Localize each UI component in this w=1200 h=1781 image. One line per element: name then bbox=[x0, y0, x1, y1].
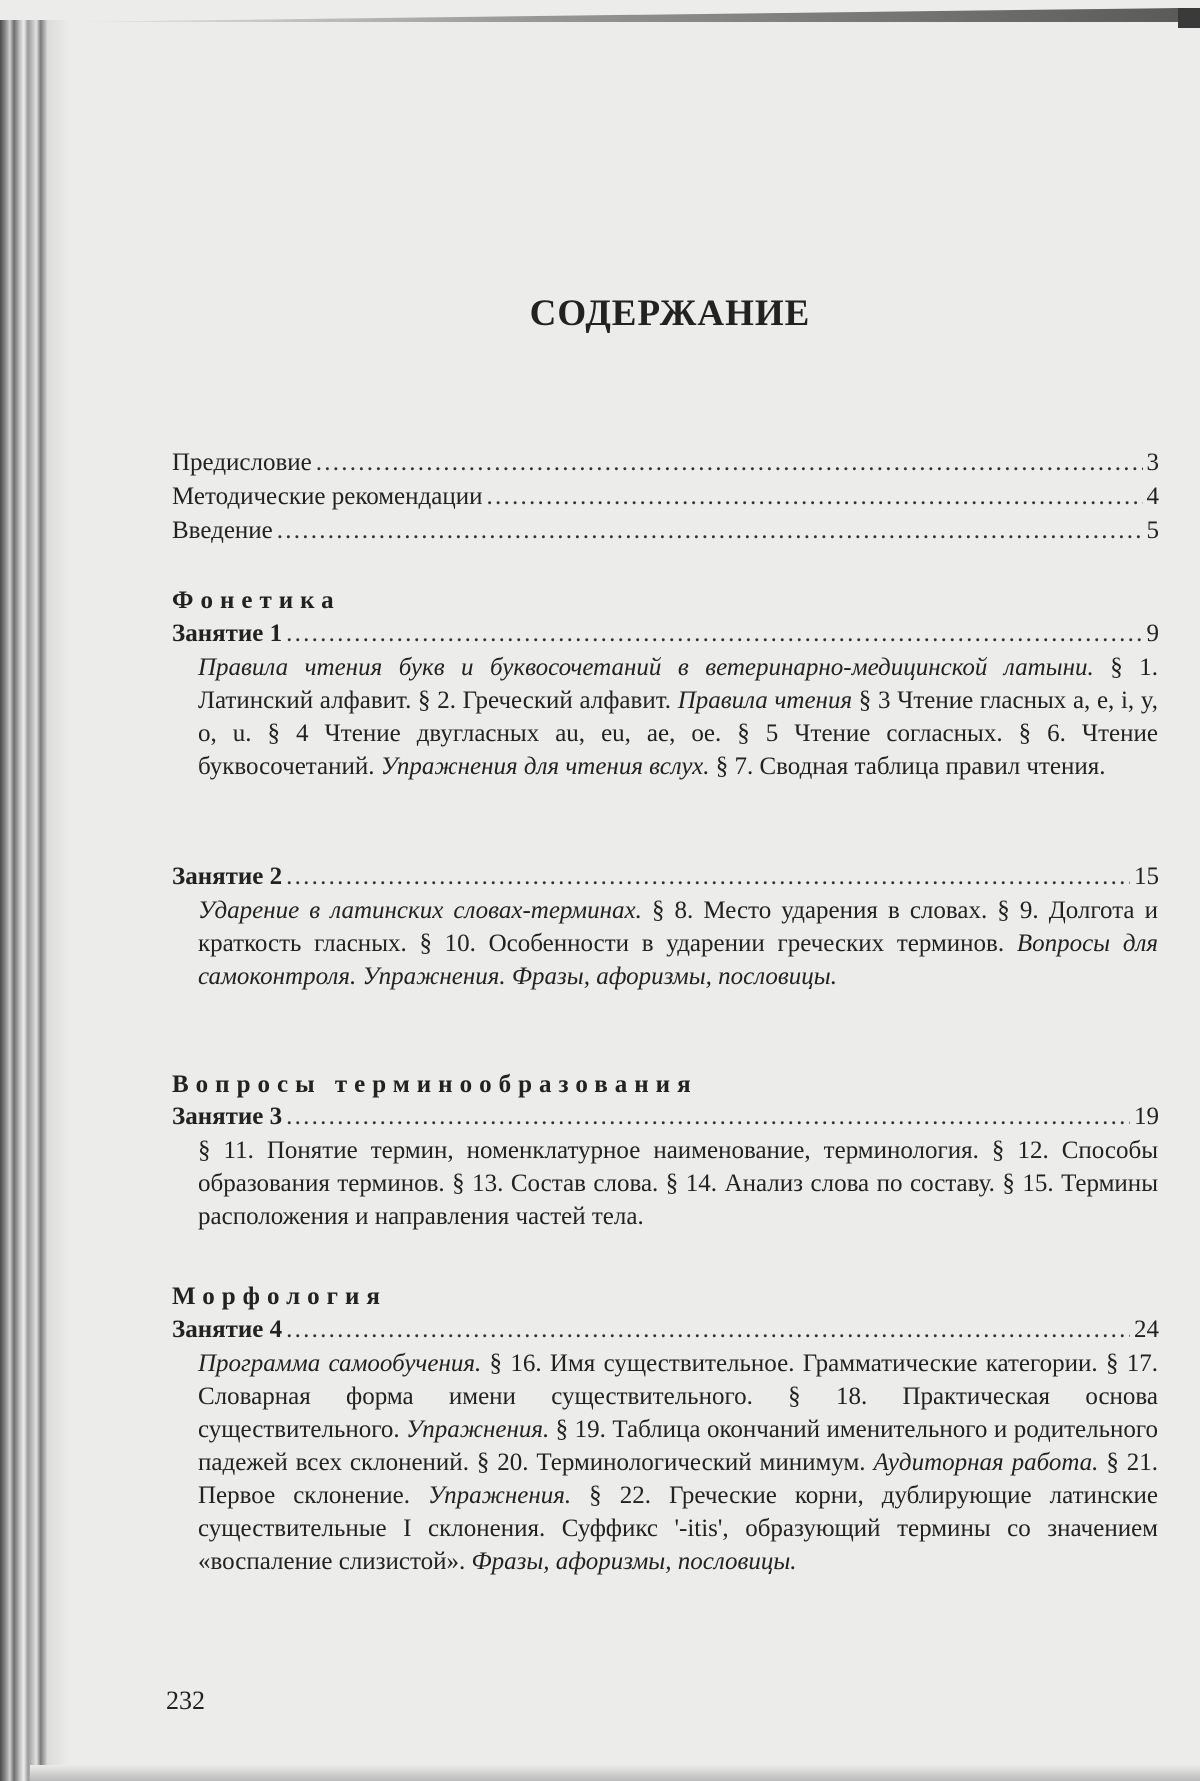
section-heading-morphology: Морфология bbox=[172, 1283, 387, 1310]
toc-entry-page: 9 bbox=[1146, 620, 1159, 647]
toc-entry-page: 24 bbox=[1134, 1316, 1159, 1343]
section-heading-term-formation: Вопросы терминообразования bbox=[172, 1071, 698, 1098]
page-top-edge bbox=[60, 8, 1180, 22]
toc-entry-label: Предисловие bbox=[172, 449, 312, 476]
toc-entry-label: Занятие 1 bbox=[172, 620, 283, 647]
lesson-1-description: Правила чтения букв и буквосочетаний в ветеринарно-медицинской латыни. § 1. Латинский алфавит. § 2. Греческий алфавит. Правила чтения § 3 Чтение гласных a, e, i, y, o, u. § 4 Чтение двугласных au, eu, ae, oe. § 5 Чтение согласных. § 6. Чтение буквосочетаний. Упражнения для чтения вслух. § 7. Сводная таблица правил чтения. bbox=[198, 654, 1158, 780]
page-number: 232 bbox=[166, 1686, 205, 1715]
toc-entry-page: 5 bbox=[1146, 517, 1159, 544]
toc-entry-methodology[interactable] bbox=[172, 480, 1159, 513]
toc-leader-dots bbox=[486, 480, 1142, 513]
page-bottom-edge bbox=[30, 1765, 1200, 1781]
toc-entry-lesson-2[interactable] bbox=[172, 860, 1159, 893]
book-spine-shadow bbox=[0, 20, 70, 1781]
lesson-2-description: Ударение в латинских словах-терминах. § 8. Место ударения в словах. § 9. Долгота и краткость гласных. § 10. Особенности в ударении греческих терминов. Вопросы для самоконтроля. Упражнения. Фразы, афоризмы, пословицы. bbox=[198, 897, 1158, 990]
lesson-4-description: Программа самообучения. § 16. Имя существительное. Грамматические категории. § 17. Словарная форма имени существительного. § 18. Практическая основа существительного. Упражнения. § 19. Таблица окончаний именительного и родительного падежей всех склонений. § 20. Терминологический минимум. Аудиторная работа. § 21. Первое склонение. Упражнения. § 22. Греческие корни, дублирующие латинские существительные I склонения. Суффикс '-itis', образующий термины со значением «воспаление слизистой». Фразы, афоризмы, пословицы. bbox=[198, 1350, 1159, 1575]
toc-leader-dots bbox=[277, 514, 1143, 547]
toc-entry-lesson-1[interactable] bbox=[172, 617, 1159, 650]
toc-entry-preface[interactable] bbox=[172, 446, 1159, 479]
toc-entry-lesson-3[interactable] bbox=[172, 1100, 1159, 1133]
toc-entry-label: Введение bbox=[172, 517, 273, 544]
toc-leader-dots bbox=[286, 617, 1142, 650]
toc-leader-dots bbox=[316, 446, 1143, 479]
section-heading-phonetics: Фонетика bbox=[172, 587, 341, 614]
toc-entry-label: Занятие 4 bbox=[172, 1316, 283, 1343]
toc-entry-page: 3 bbox=[1146, 449, 1159, 476]
page-title: СОДЕРЖАНИЕ bbox=[529, 293, 811, 334]
toc-leader-dots bbox=[286, 1100, 1130, 1133]
toc-entry-page: 4 bbox=[1146, 483, 1159, 510]
toc-entry-label: Занятие 2 bbox=[172, 863, 283, 890]
toc-entry-introduction[interactable] bbox=[172, 514, 1159, 547]
toc-leader-dots bbox=[286, 860, 1130, 893]
toc-entry-page: 19 bbox=[1134, 1103, 1159, 1130]
page-corner-shadow bbox=[1178, 8, 1200, 28]
lesson-3-description: § 11. Понятие термин, номенклатурное наименование, терминология. § 12. Способы образования терминов. § 13. Состав слова. § 14. Анализ слова по составу. § 15. Термины расположения и направления частей тела. bbox=[198, 1137, 1158, 1230]
toc-entry-lesson-4[interactable] bbox=[172, 1313, 1159, 1346]
toc-leader-dots bbox=[286, 1313, 1130, 1346]
toc-entry-label: Занятие 3 bbox=[172, 1103, 283, 1130]
toc-entry-label: Методические рекомендации bbox=[172, 483, 483, 510]
toc-entry-page: 15 bbox=[1134, 863, 1159, 890]
